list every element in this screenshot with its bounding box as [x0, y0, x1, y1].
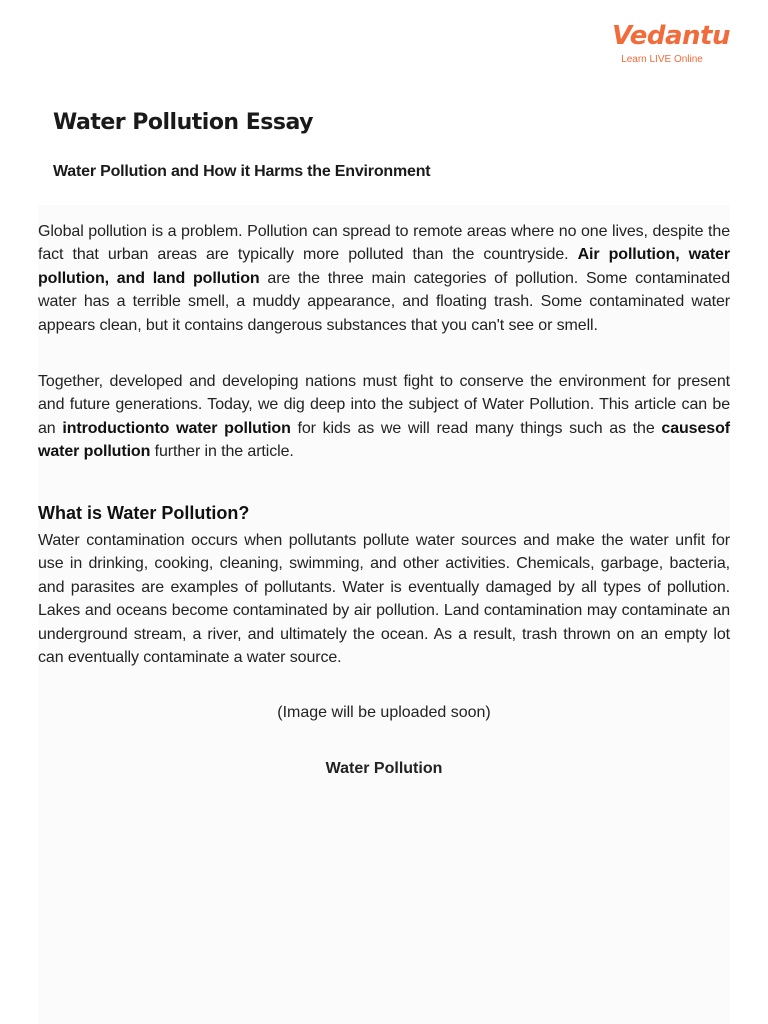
paragraph-text: for kids as we will read many things such as the	[290, 419, 662, 437]
paragraph-definition: Water contamination occurs when pollutants pollute water sources and make the water unfit for use in drinking, cooking, cleaning, swimming, and other activities. Chemicals, garbage, bacteria, and parasites are examples of pollutants. Water is eventually damaged by all types of pollution. Lakes and oceans become contaminated by air pollution. Land contamination may contaminate an underground stream, a river, and ultimately the ocean. As a result, trash thrown on an empty lot can eventually contaminate a water source.	[38, 532, 730, 667]
paragraph-text: Global pollution is a problem. Pollution can spread to remote areas where no one lives, despite the fact that urban areas are typically more polluted than the countryside.	[38, 223, 730, 264]
bold-text: causesof water pollution	[38, 419, 730, 461]
page-subtitle: Water Pollution and How it Harms the Environment	[53, 163, 431, 180]
vedantu-logo[interactable]	[612, 20, 730, 74]
paragraph-intro	[38, 220, 730, 337]
bold-text: introductionto water pollution	[62, 419, 291, 437]
logo-tagline: Learn LIVE Online	[621, 54, 703, 65]
paragraph-text: are the three main categories of pollution. Some contaminated water has a terrible smell, a muddy appearance, and floating trash. Some contaminated water appears clean, but it contains dangerous substances that you can't see or smell.	[38, 269, 730, 334]
image-caption: Water Pollution	[325, 760, 443, 777]
image-placeholder-text: (Image will be uploaded soon)	[277, 704, 491, 721]
paragraph-text: further in the article.	[150, 443, 294, 461]
paragraph-together	[38, 370, 730, 464]
section-heading: What is Water Pollution?	[38, 503, 250, 523]
page-title: Water Pollution Essay	[53, 110, 313, 135]
bold-text: Air pollution, water pollution, and land pollution	[38, 246, 730, 287]
logo-wordmark: Vedantu	[612, 21, 730, 51]
paragraph-text: Together, developed and developing nations must fight to conserve the environment for present and future generations. Today, we dig deep into the subject of Water Pollution. This article can be an	[38, 373, 730, 437]
